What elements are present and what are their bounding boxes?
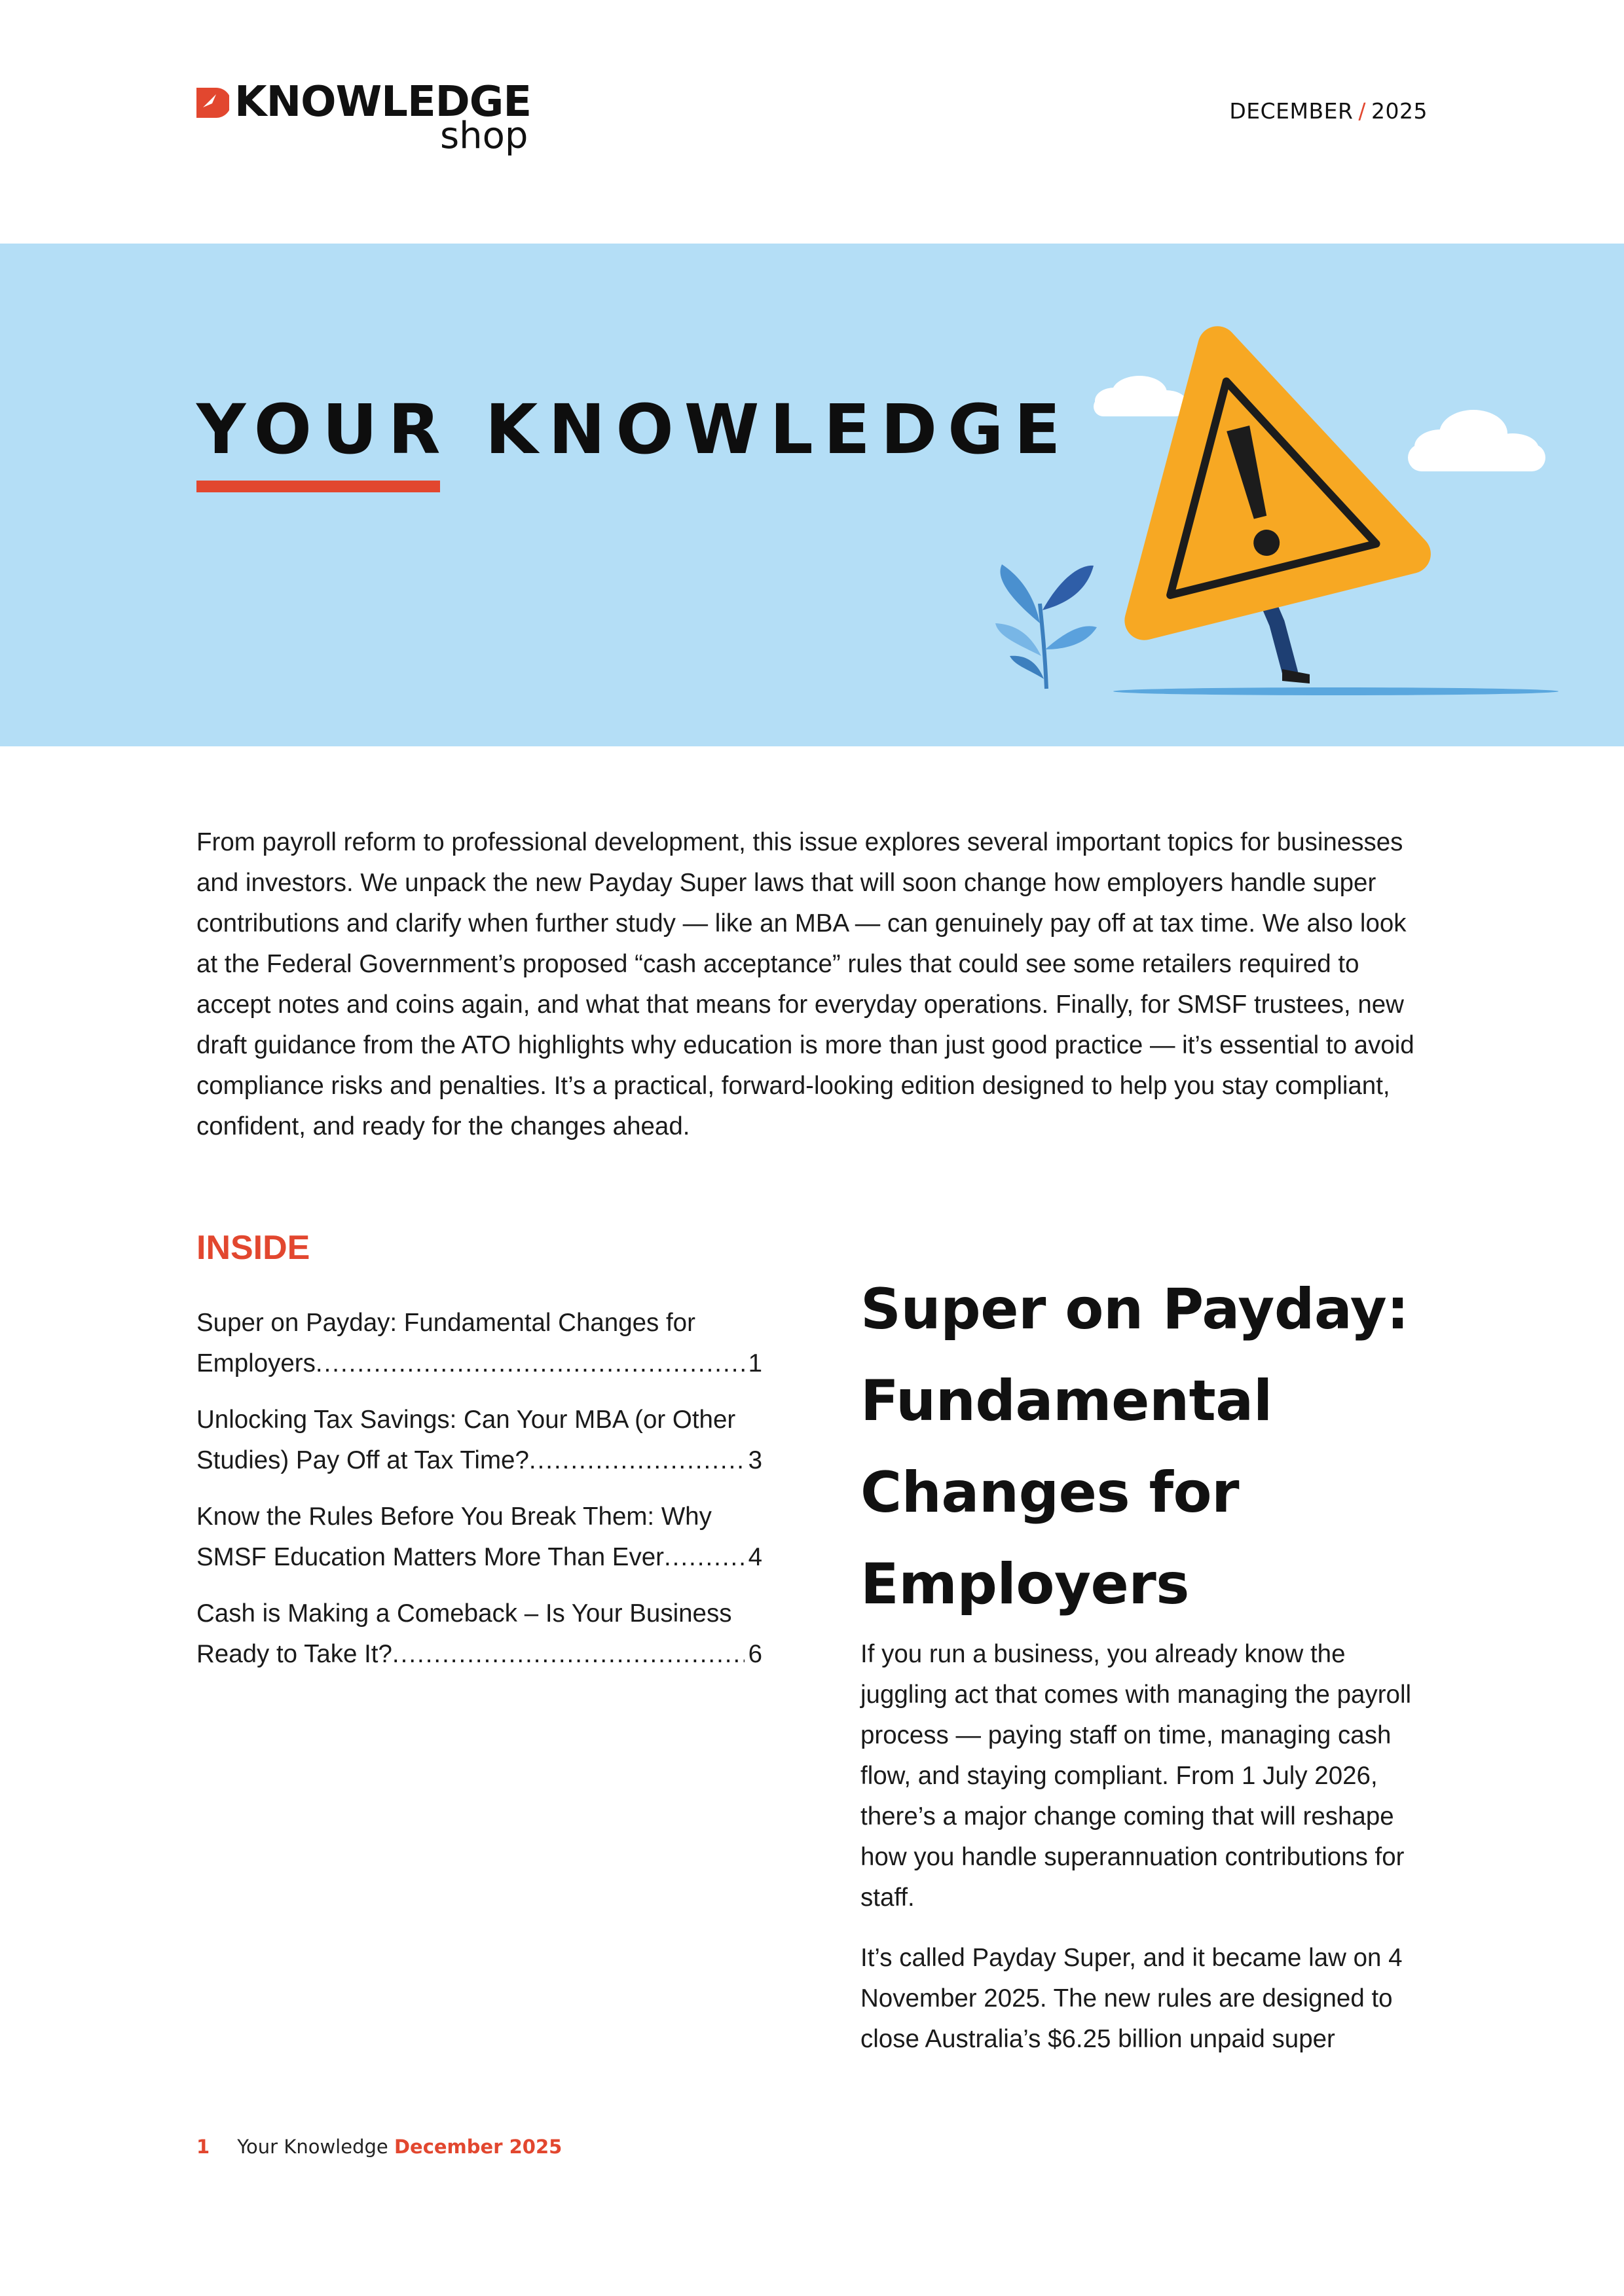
toc-item-title-cont: Studies) Pay Off at Tax Time? xyxy=(196,1446,529,1474)
warning-triangle-icon xyxy=(1084,316,1411,621)
toc-item-title: Super on Payday: Fundamental Changes for xyxy=(196,1309,695,1337)
toc-page-number: 6 xyxy=(748,1640,762,1668)
article-title: Super on Payday: Fundamental Changes for Employers xyxy=(860,1277,1409,1617)
article-paragraph: It’s called Payday Super, and it became law on 4 November 2025. The new rules are designed to close Australia’s $6.25 billion unpaid super xyxy=(860,1944,1403,2053)
brand-logo xyxy=(196,78,537,157)
toc-item-title: Cash is Making a Comeback – Is Your Business xyxy=(196,1599,732,1628)
logo-wordmark: KNOWLEDGE xyxy=(234,78,532,126)
hero-banner xyxy=(0,244,1624,746)
toc-item-title-cont: SMSF Education Matters More Than Ever xyxy=(196,1543,664,1571)
toc-item-title-cont: Employers xyxy=(196,1349,316,1377)
toc-page-number: 4 xyxy=(748,1543,762,1571)
toc-item[interactable] xyxy=(196,1497,762,1578)
issue-month: DECEMBER xyxy=(1229,98,1354,124)
hero-title: YOUR KNOWLEDGE xyxy=(196,390,1071,469)
cloud-icon xyxy=(1094,376,1187,416)
toc-leader-dots xyxy=(392,1634,745,1675)
issue-year: 2025 xyxy=(1371,98,1428,124)
issue-date xyxy=(1229,98,1428,124)
toc-page-number: 3 xyxy=(748,1446,762,1474)
page-footer xyxy=(196,2136,562,2158)
toc-item-title-cont: Ready to Take It? xyxy=(196,1640,392,1668)
article-body xyxy=(860,1634,1437,2079)
article-paragraph: If you run a business, you already know the juggling act that comes with managing the payroll process — paying staff on time, managing cash flow, and staying compliant. From 1 July 2026, there’s a major change coming that will reshape how you handle superannuation contributions for staff. xyxy=(860,1640,1412,1912)
footer-publication: Your Knowledge xyxy=(237,2136,388,2158)
toc-item-title: Know the Rules Before You Break Them: Why xyxy=(196,1503,712,1531)
toc-item-title: Unlocking Tax Savings: Can Your MBA (or Other xyxy=(196,1406,736,1434)
toc-page-number: 1 xyxy=(748,1349,762,1377)
date-separator: / xyxy=(1358,98,1367,124)
toc-item[interactable] xyxy=(196,1303,762,1384)
table-of-contents xyxy=(196,1303,762,1690)
toc-leader-dots xyxy=(529,1440,745,1481)
toc-item[interactable] xyxy=(196,1594,762,1675)
toc-leader-dots xyxy=(664,1537,745,1578)
title-underline xyxy=(196,481,440,492)
logo-subword: shop xyxy=(440,115,528,157)
toc-leader-dots xyxy=(316,1343,745,1384)
toc-item[interactable] xyxy=(196,1400,762,1481)
plant-icon xyxy=(995,564,1097,689)
logo-mark-icon xyxy=(196,88,229,118)
intro-paragraph: From payroll reform to professional development, this issue explores several important topics for businesses and investors. We unpack the new Payday Super laws that will soon change how employers handle super contributions and clarify when further study — like an MBA — can genuinely pay off at tax time. We also look at the Federal Government’s proposed “cash acceptance” rules that could see some retailers required to accept notes and coins again, and what that means for everyday operations. Finally, for SMSF trustees, new draft guidance from the ATO highlights why education is more than just good practice — it’s essential to avoid compliance risks and penalties. It’s a practical, forward-looking edition designed to help you stay compliant, confident, and ready for the changes ahead. xyxy=(196,828,1414,1140)
footer-page-number: 1 xyxy=(196,2136,210,2158)
warning-sign-runner-illustration xyxy=(969,316,1578,721)
cloud-icon xyxy=(1408,410,1545,471)
inside-heading: INSIDE xyxy=(196,1229,310,1267)
footer-edition: December 2025 xyxy=(394,2136,563,2158)
